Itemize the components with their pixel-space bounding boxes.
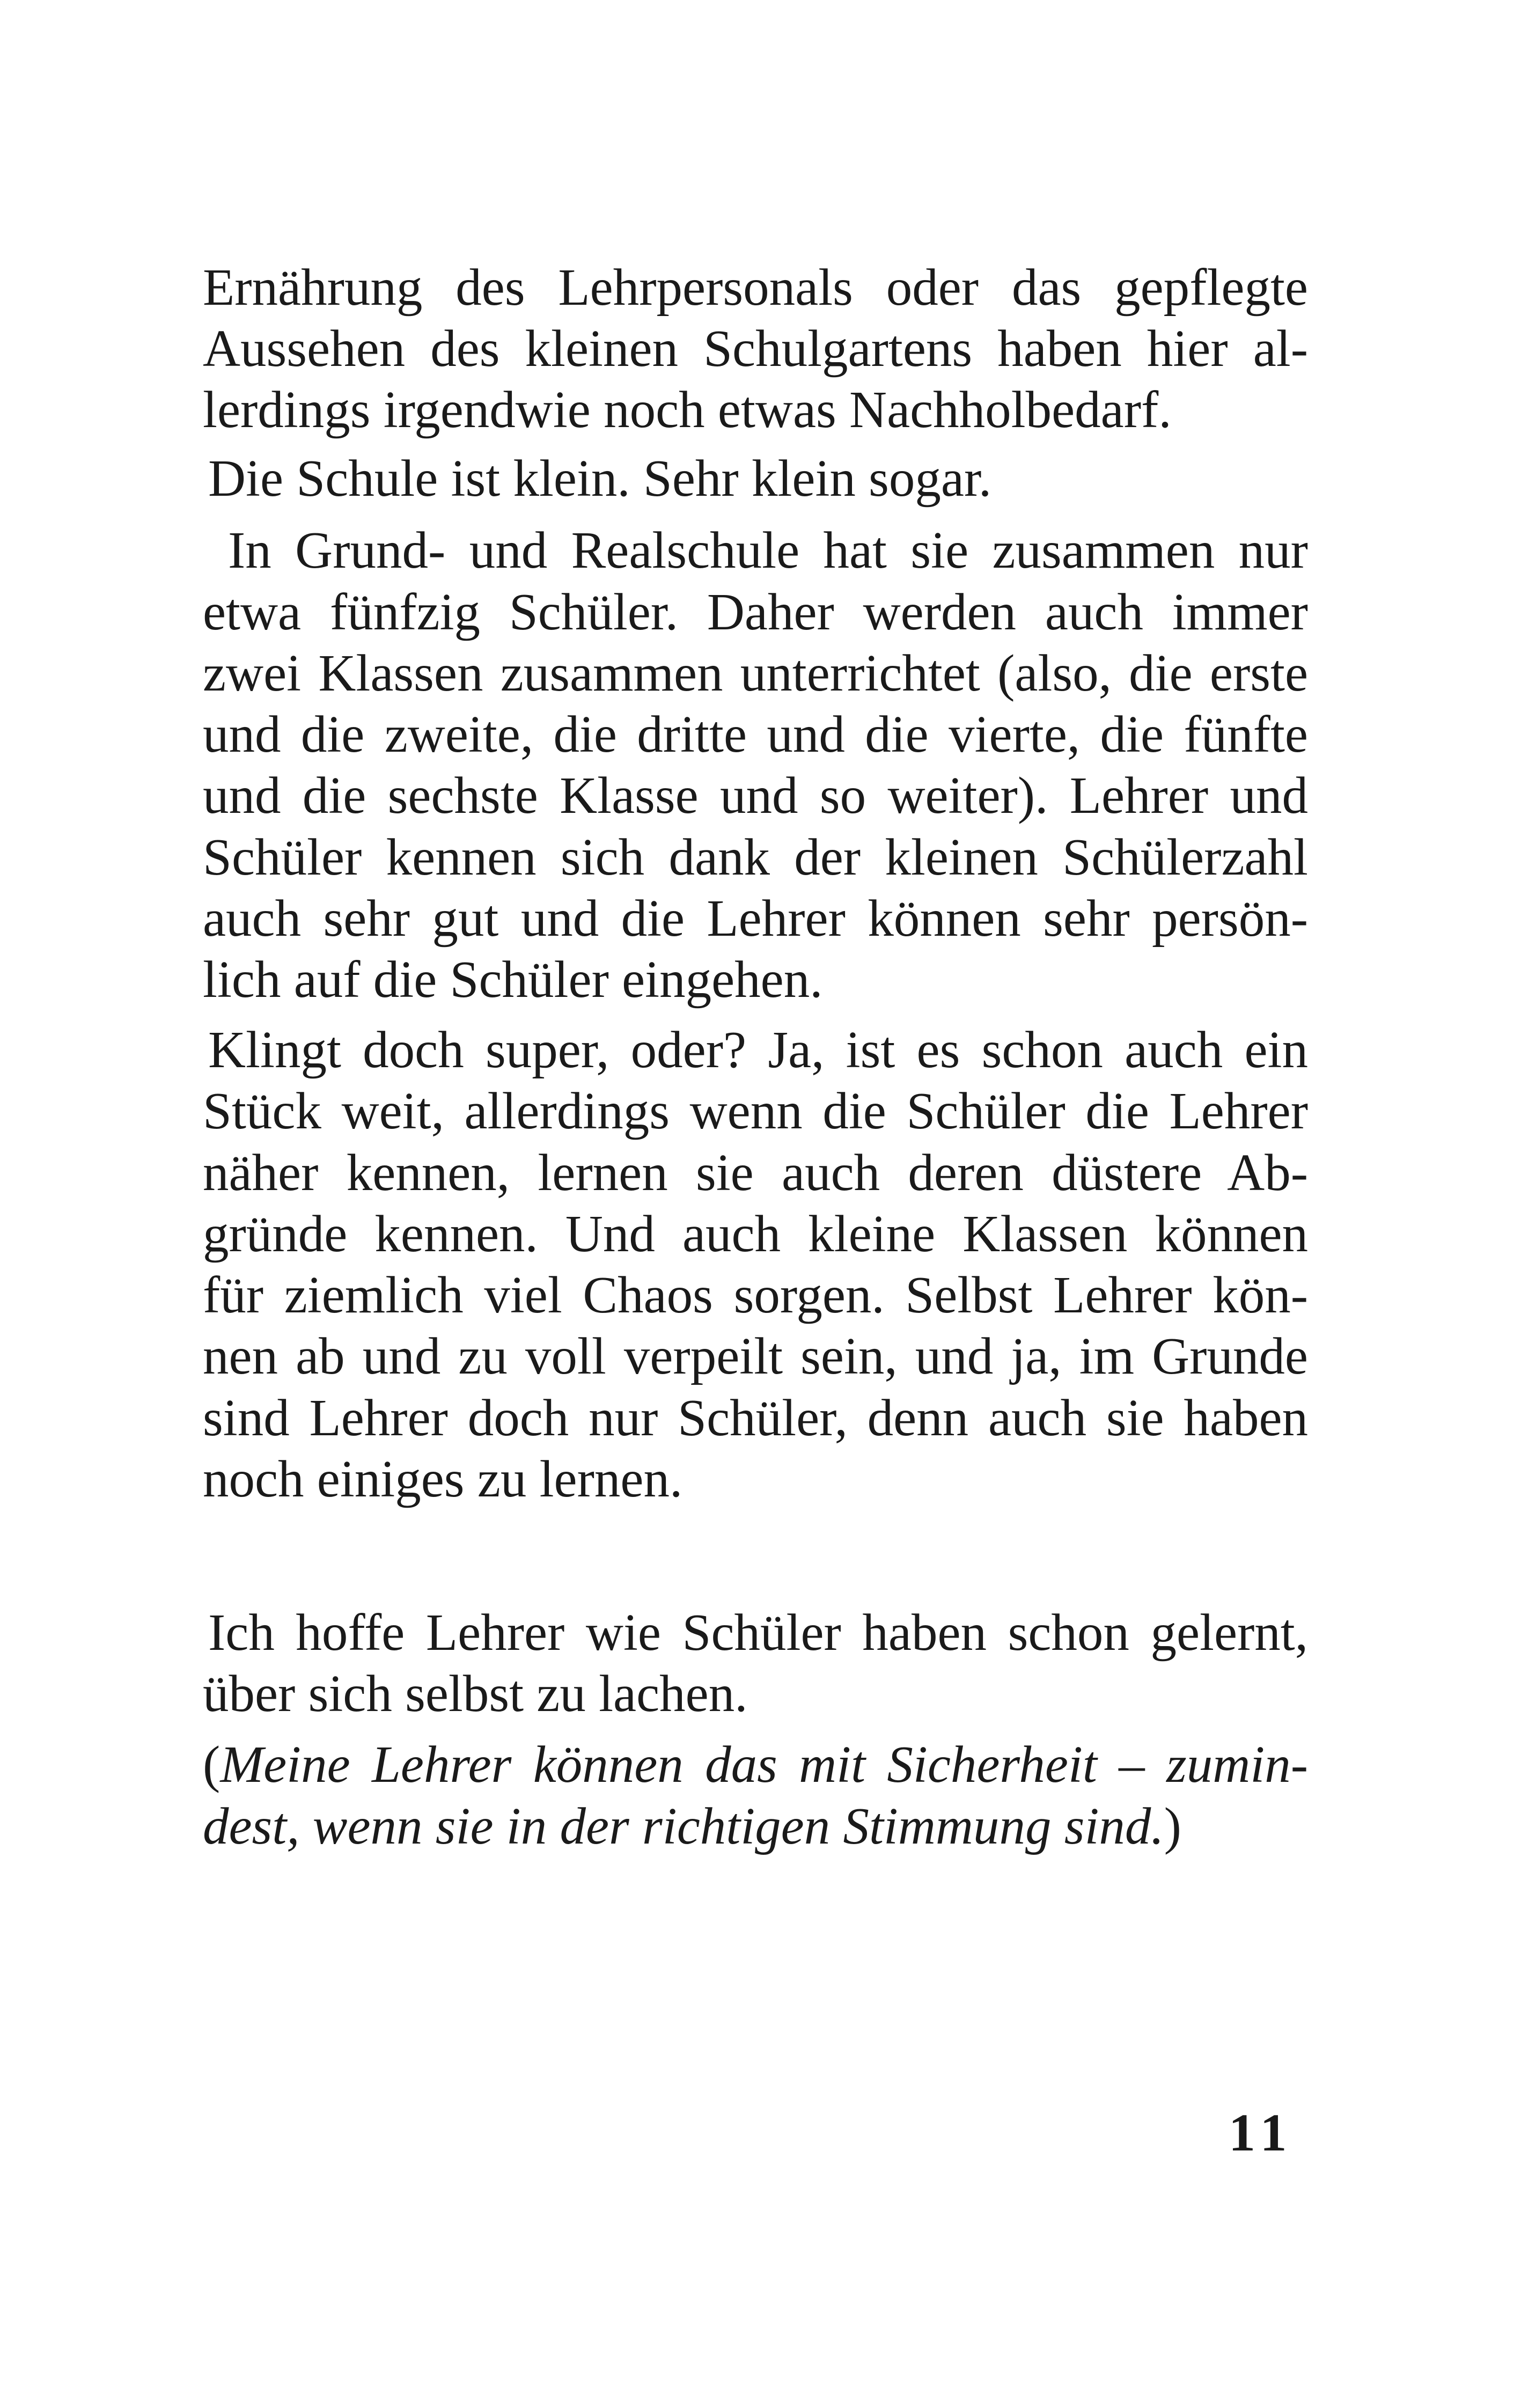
paragraph-3-line-3: zwei Klassen zusammen unterrichtet (also, die erste xyxy=(203,644,1308,702)
paragraph-6-line-2 xyxy=(203,1796,1308,1856)
paragraph-3-line-5: und die sechste Klasse und so weiter). Lehrer und xyxy=(203,767,1308,824)
paragraph-3-line-7: auch sehr gut und die Lehrer können sehr persön- xyxy=(203,890,1308,947)
paragraph-2-line-1: Die Schule ist klein. Sehr klein sogar. xyxy=(208,450,992,507)
paragraph-3-line-8: lich auf die Schüler eingehen. xyxy=(203,951,823,1008)
italic-aside-text-2: dest, wenn sie in der richtigen Stimmung sind. xyxy=(203,1797,1164,1855)
italic-aside-text-1: Meine Lehrer können das mit Sicherheit – zumin- xyxy=(220,1736,1308,1793)
paragraph-1-line-1: Ernährung des Lehrpersonals oder das gepflegte xyxy=(203,259,1308,316)
paragraph-4-line-7: sind Lehrer doch nur Schüler, denn auch sie haben xyxy=(203,1389,1308,1447)
paragraph-6-line-1 xyxy=(203,1735,1308,1795)
paragraph-3-line-4: und die zweite, die dritte und die vierte, die fünfte xyxy=(203,706,1308,763)
paragraph-3-line-1: In Grund- und Realschule hat sie zusammen nur xyxy=(228,522,1308,579)
paragraph-4-line-8: noch einiges zu lernen. xyxy=(203,1450,683,1508)
paragraph-3-line-2: etwa fünfzig Schüler. Daher werden auch immer xyxy=(203,583,1308,641)
paragraph-5-line-2: über sich selbst zu lachen. xyxy=(203,1665,748,1722)
page-number: 11 xyxy=(1229,2103,1295,2162)
paragraph-4-line-4: gründe kennen. Und auch kleine Klassen können xyxy=(203,1205,1308,1262)
open-parenthesis: ( xyxy=(203,1736,221,1793)
paragraph-4-line-1: Klingt doch super, oder? Ja, ist es schon auch ein xyxy=(208,1021,1308,1078)
paragraph-1-line-3: lerdings irgendwie noch etwas Nachholbedarf. xyxy=(203,381,1172,438)
paragraph-5-line-1: Ich hoffe Lehrer wie Schüler haben schon gelernt, xyxy=(208,1604,1308,1661)
paragraph-4-line-6: nen ab und zu voll verpeilt sein, und ja, im Grunde xyxy=(203,1327,1308,1385)
close-parenthesis: ) xyxy=(1164,1797,1181,1855)
paragraph-4-line-5: für ziemlich viel Chaos sorgen. Selbst Lehrer kön- xyxy=(203,1266,1308,1324)
paragraph-4-line-2: Stück weit, allerdings wenn die Schüler die Lehrer xyxy=(203,1082,1308,1140)
paragraph-3-line-6: Schüler kennen sich dank der kleinen Schülerzahl xyxy=(203,828,1308,886)
paragraph-1-line-2: Aussehen des kleinen Schulgartens haben hier al- xyxy=(203,320,1308,377)
paragraph-4-line-3: näher kennen, lernen sie auch deren düstere Ab- xyxy=(203,1144,1308,1201)
